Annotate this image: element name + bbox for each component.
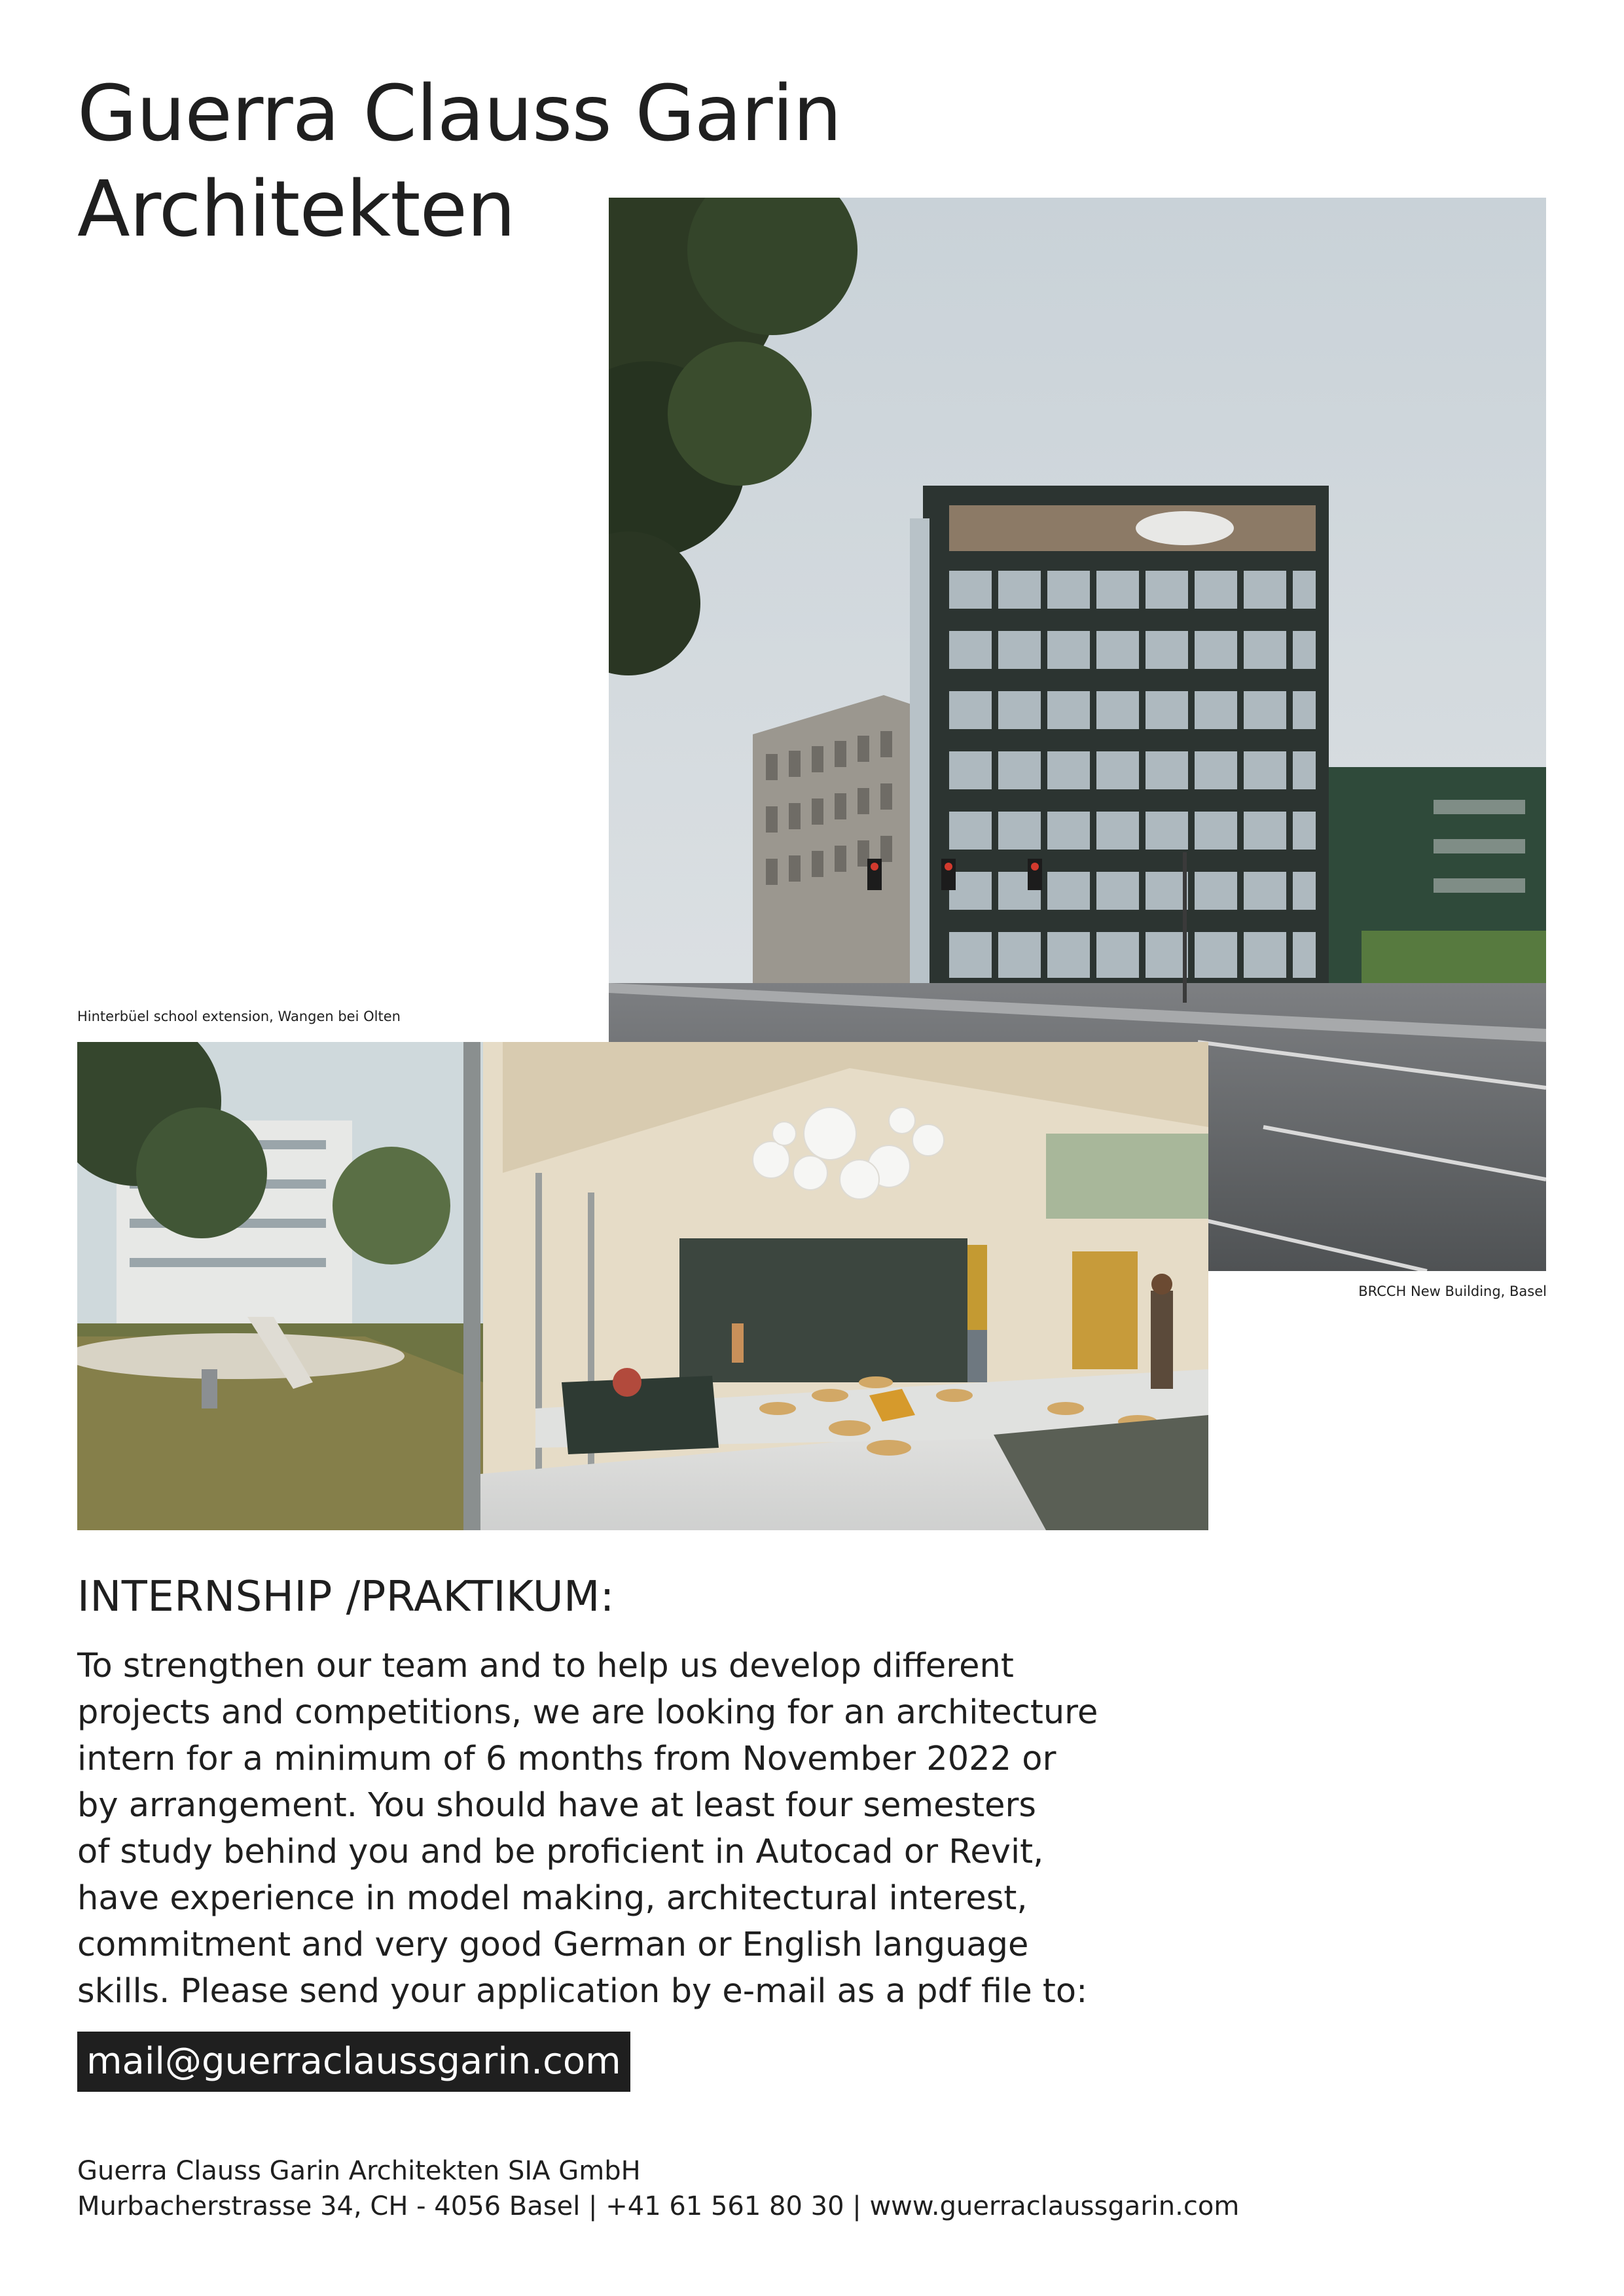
company-title-line1: Guerra Clauss Garin <box>77 68 842 158</box>
footer-contact-line: Murbacherstrasse 34, CH - 4056 Basel | +41 61 561 80 30 | www.guerraclaussgarin.com <box>77 2191 1240 2221</box>
school-photo-caption: Hinterbüel school extension, Wangen bei Olten <box>77 1009 401 1024</box>
internship-heading: INTERNSHIP /PRAKTIKUM: <box>77 1573 615 1621</box>
job-description-line: intern for a minimum of 6 months from November 2022 or <box>77 1740 1056 1778</box>
footer-company-name: Guerra Clauss Garin Architekten SIA GmbH <box>77 2156 641 2186</box>
job-description-line: To strengthen our team and to help us develop different <box>77 1647 1014 1685</box>
school-interior-photo <box>77 1042 1208 1530</box>
footer <box>77 2153 1239 2224</box>
job-description-line: have experience in model making, architectural interest, <box>77 1879 1028 1918</box>
job-description-line: commitment and very good German or English language <box>77 1926 1029 1964</box>
job-description-line: by arrangement. You should have at least four semesters <box>77 1786 1037 1825</box>
job-description <box>77 1643 1242 2015</box>
application-email-link[interactable]: mail@guerraclaussgarin.com <box>77 2032 630 2092</box>
brcch-photo-caption: BRCCH New Building, Basel <box>1358 1283 1547 1299</box>
job-description-line: skills. Please send your application by e-mail as a pdf file to: <box>77 1972 1088 2011</box>
company-title-line2: Architekten <box>77 164 515 254</box>
job-description-line: projects and competitions, we are looking for an architecture <box>77 1693 1098 1732</box>
job-description-line: of study behind you and be proficient in Autocad or Revit, <box>77 1833 1044 1871</box>
